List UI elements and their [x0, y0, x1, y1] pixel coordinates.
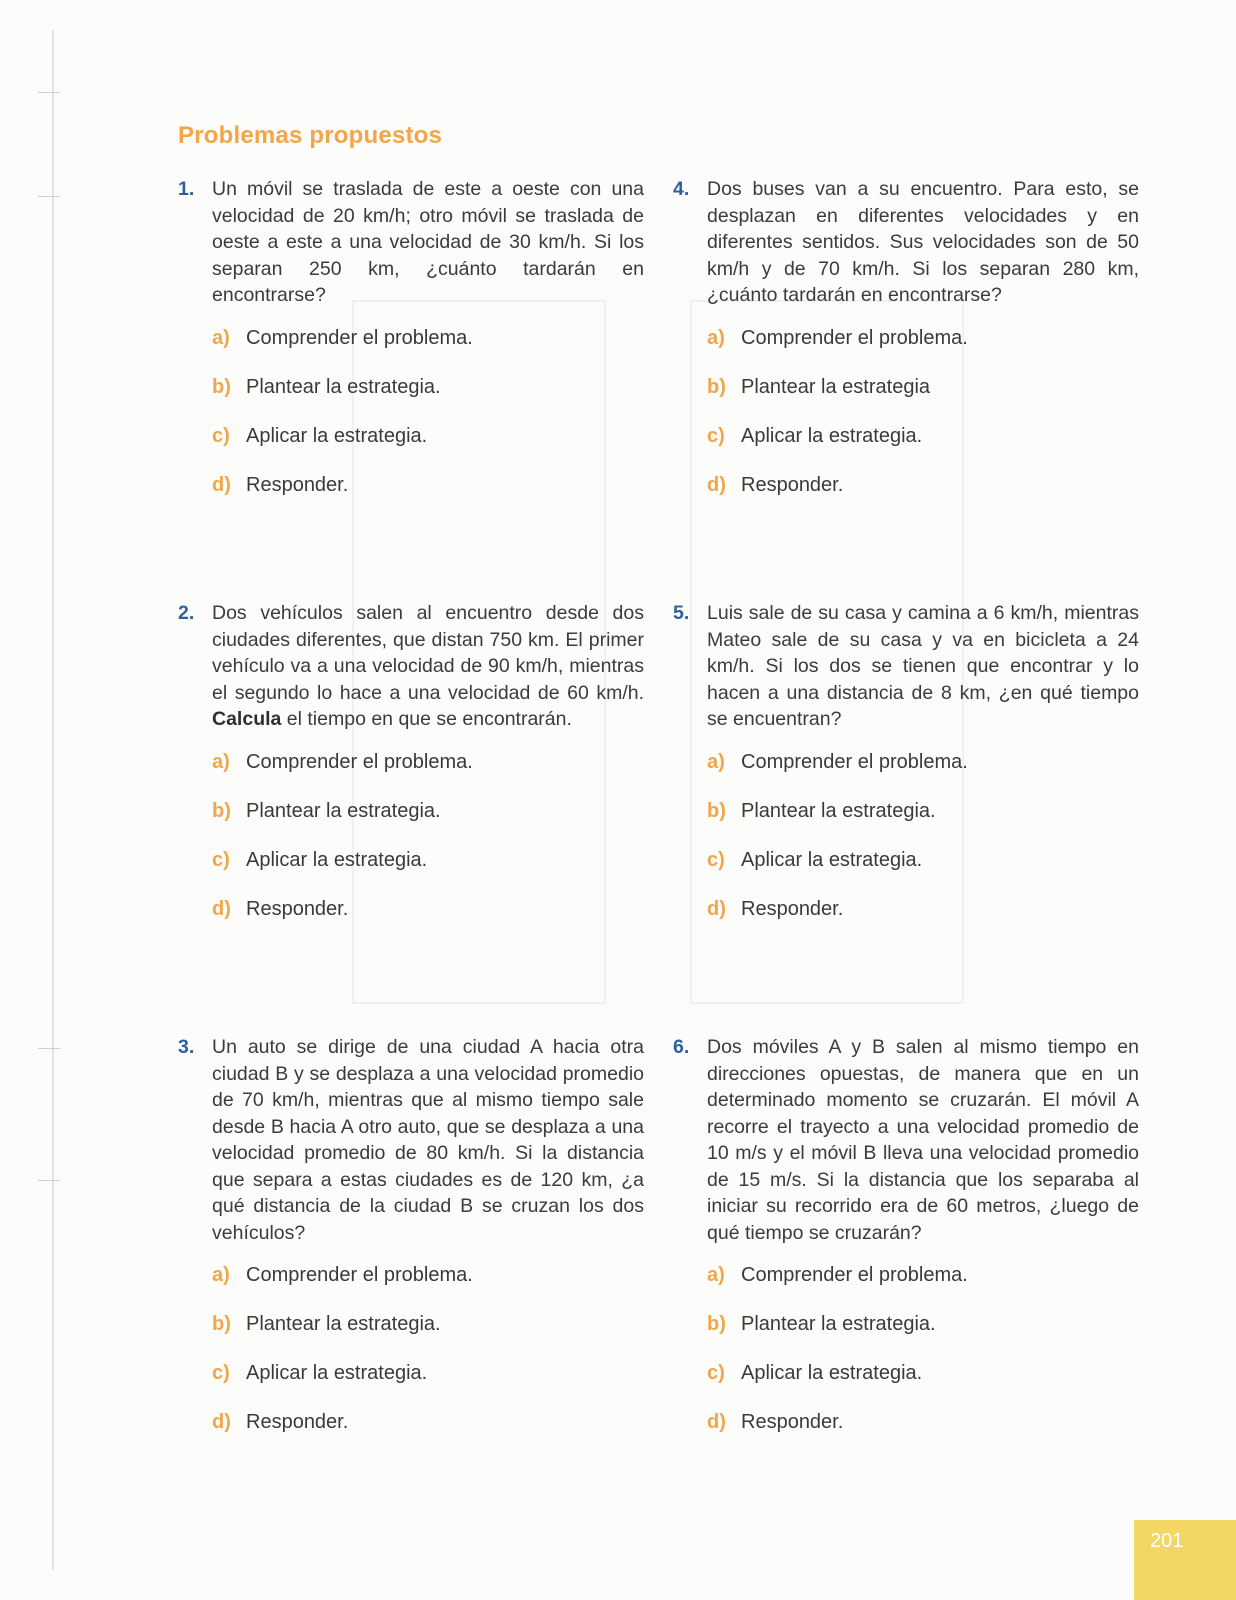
- step-text: Aplicar la estrategia.: [246, 424, 428, 447]
- step-letter: b): [707, 1313, 726, 1335]
- step-letter: c): [212, 1362, 230, 1384]
- step-b: [707, 1311, 1139, 1337]
- step-text: Comprender el problema.: [741, 750, 968, 773]
- step-letter: a): [707, 1264, 725, 1286]
- step-c: [212, 847, 644, 873]
- step-letter: a): [212, 750, 230, 773]
- step-a: [212, 325, 644, 351]
- step-text: Comprender el problema.: [246, 750, 473, 773]
- step-letter: d): [212, 473, 231, 496]
- step-letter: d): [707, 473, 726, 496]
- step-c: [707, 1360, 1139, 1386]
- step-text: Aplicar la estrategia.: [741, 848, 923, 871]
- problem-statement: [178, 1034, 644, 1246]
- step-letter: b): [212, 799, 231, 822]
- step-list: [707, 749, 1139, 922]
- margin-tick: [38, 1180, 60, 1181]
- step-text: Plantear la estrategia.: [246, 799, 441, 822]
- problem-1: [178, 176, 644, 521]
- step-a: [707, 749, 1139, 775]
- problem-text-start: Dos vehículos salen al encuentro desde dos ciudades diferentes, que distan 750 km. El primer vehículo va a una velocidad de 90 km/h, mientras el segundo lo hace a una velocidad de 60 km/h.: [212, 602, 644, 704]
- step-list: [212, 325, 644, 498]
- step-text: Responder.: [741, 1411, 844, 1433]
- step-letter: b): [212, 375, 231, 398]
- step-text: Responder.: [246, 473, 349, 496]
- problem-2: [178, 600, 644, 945]
- step-d: [212, 1409, 644, 1435]
- step-text: Comprender el problema.: [246, 326, 473, 349]
- page-number: 201: [1134, 1520, 1236, 1600]
- step-letter: d): [212, 1411, 231, 1433]
- problem-text: Dos buses van a su encuentro. Para esto, se desplazan en diferentes velocidades y en diferentes sentidos. Sus velocidades son de 50 km/h y de 70 km/h. Si los separan 280 km, ¿cuánto tardarán en encontrarse?: [707, 178, 1139, 306]
- step-text: Aplicar la estrategia.: [246, 1362, 428, 1384]
- step-letter: c): [707, 848, 725, 871]
- step-b: [212, 374, 644, 400]
- problem-number: 1.: [178, 178, 195, 200]
- problem-number: 6.: [673, 1036, 690, 1058]
- problem-number: 3.: [178, 1036, 195, 1058]
- problem-text: Luis sale de su casa y camina a 6 km/h, mientras Mateo sale de su casa y va en bicicleta a 24 km/h. Si los dos se tienen que encontrar y lo hacen a una distancia de 8 km, ¿en qué tiempo se encuentran?: [707, 602, 1139, 730]
- step-text: Responder.: [741, 473, 844, 496]
- problem-number: 4.: [673, 178, 690, 200]
- step-list: [212, 1262, 644, 1435]
- step-d: [212, 472, 644, 498]
- problem-text-bold: Calcula: [212, 708, 282, 730]
- step-b: [212, 798, 644, 824]
- step-list: [212, 749, 644, 922]
- step-text: Comprender el problema.: [246, 1264, 473, 1286]
- step-letter: c): [707, 424, 725, 447]
- step-c: [707, 847, 1139, 873]
- step-letter: a): [212, 1264, 230, 1286]
- step-text: Aplicar la estrategia.: [741, 424, 923, 447]
- step-letter: a): [707, 750, 725, 773]
- step-list: [707, 1262, 1139, 1435]
- step-d: [212, 896, 644, 922]
- step-c: [212, 423, 644, 449]
- step-a: [212, 749, 644, 775]
- step-letter: b): [707, 375, 726, 398]
- problem-5: [673, 600, 1139, 945]
- step-a: [707, 1262, 1139, 1288]
- problem-text-end: el tiempo en que se encontrarán.: [281, 708, 572, 730]
- step-letter: d): [707, 897, 726, 920]
- step-text: Plantear la estrategia.: [741, 799, 936, 822]
- step-text: Responder.: [246, 1411, 349, 1433]
- step-letter: a): [707, 326, 725, 349]
- step-d: [707, 1409, 1139, 1435]
- step-a: [707, 325, 1139, 351]
- step-letter: b): [707, 799, 726, 822]
- step-d: [707, 896, 1139, 922]
- step-letter: d): [707, 1411, 726, 1433]
- page-title: Problemas propuestos: [178, 122, 443, 149]
- step-b: [707, 798, 1139, 824]
- step-b: [707, 374, 1139, 400]
- margin-line: [52, 30, 54, 1570]
- problem-statement: [673, 176, 1139, 309]
- step-letter: c): [212, 848, 230, 871]
- step-b: [212, 1311, 644, 1337]
- step-letter: b): [212, 1313, 231, 1335]
- step-list: [707, 325, 1139, 498]
- margin-tick: [38, 196, 60, 197]
- problem-4: [673, 176, 1139, 521]
- problem-number: 5.: [673, 602, 690, 624]
- problem-statement: [178, 176, 644, 309]
- step-text: Responder.: [246, 897, 349, 920]
- step-text: Plantear la estrategia.: [246, 1313, 441, 1335]
- step-letter: d): [212, 897, 231, 920]
- problem-text: Dos móviles A y B salen al mismo tiempo en direcciones opuestas, de manera que en un determinado momento se cruzarán. El móvil A recorre el trayecto a una velocidad promedio de 10 m/s y el móvil B lleva una velocidad promedio de 15 m/s. Si la distancia que los separaba al iniciar su recorrido era de 60 metros, ¿luego de qué tiempo se cruzarán?: [707, 1036, 1139, 1244]
- step-letter: c): [707, 1362, 725, 1384]
- step-text: Responder.: [741, 897, 844, 920]
- step-c: [707, 423, 1139, 449]
- step-letter: a): [212, 326, 230, 349]
- problem-statement: [178, 600, 644, 733]
- step-text: Aplicar la estrategia.: [741, 1362, 923, 1384]
- step-text: Comprender el problema.: [741, 1264, 968, 1286]
- step-d: [707, 472, 1139, 498]
- step-text: Plantear la estrategia: [741, 375, 931, 398]
- problem-text: [212, 600, 644, 733]
- margin-tick: [38, 1048, 60, 1049]
- step-text: Plantear la estrategia.: [741, 1313, 936, 1335]
- step-c: [212, 1360, 644, 1386]
- problem-6: [673, 1034, 1139, 1458]
- problem-statement: [673, 1034, 1139, 1246]
- problem-number: 2.: [178, 602, 195, 624]
- problem-3: [178, 1034, 644, 1458]
- problem-text: Un auto se dirige de una ciudad A hacia otra ciudad B y se desplaza a una velocidad promedio de 70 km/h, mientras que al mismo tiempo sale desde B hacia A otro auto, que se desplaza a una velocidad promedio de 80 km/h. Si la distancia que separa a estas ciudades es de 120 km, ¿a qué distancia de la ciudad B se cruzan los dos vehículos?: [212, 1036, 644, 1244]
- step-text: Plantear la estrategia.: [246, 375, 441, 398]
- margin-tick: [38, 92, 60, 93]
- step-text: Aplicar la estrategia.: [246, 848, 428, 871]
- problem-statement: [673, 600, 1139, 733]
- step-text: Comprender el problema.: [741, 326, 968, 349]
- step-letter: c): [212, 424, 230, 447]
- problem-text: Un móvil se traslada de este a oeste con una velocidad de 20 km/h; otro móvil se traslada de oeste a este a una velocidad de 30 km/h. Si los separan 250 km, ¿cuánto tardarán en encontrarse?: [212, 178, 644, 306]
- step-a: [212, 1262, 644, 1288]
